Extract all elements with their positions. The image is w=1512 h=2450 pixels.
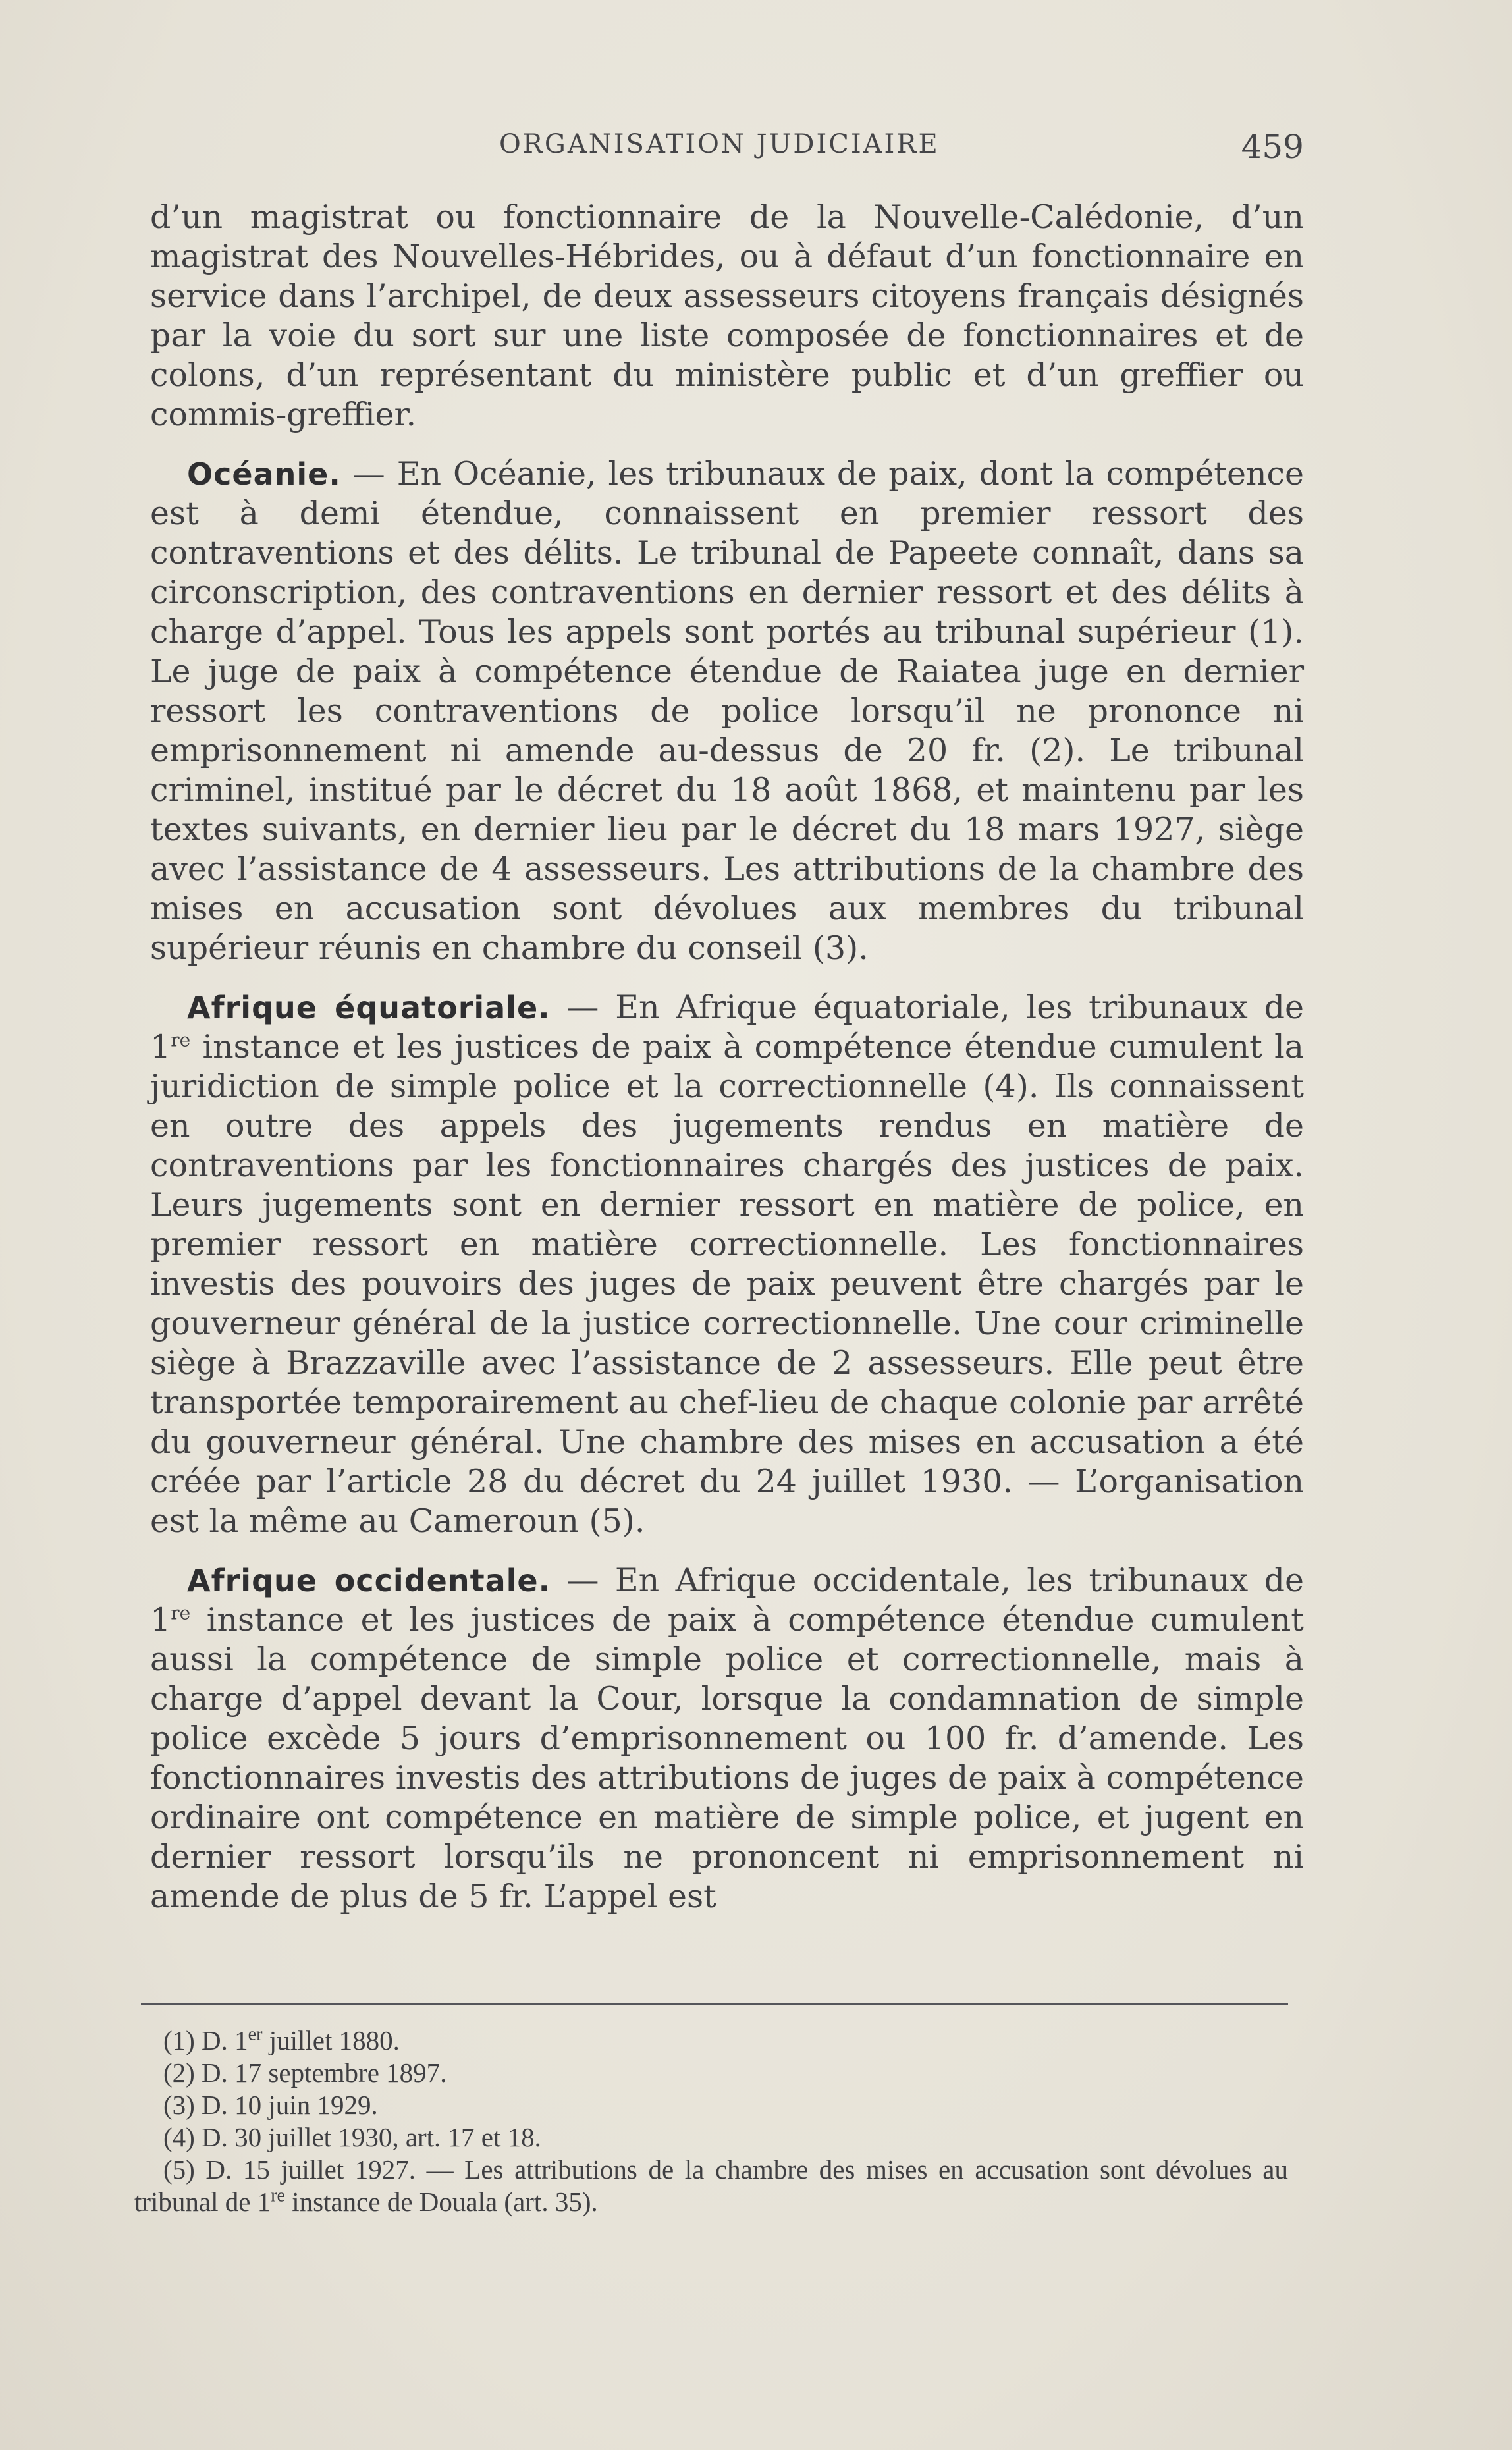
footnotes	[134, 2025, 1288, 2218]
footnote-3: (3) D. 10 juin 1929.	[163, 2090, 378, 2120]
footnote-5-text-b: instance de Douala (art. 35).	[285, 2187, 598, 2217]
paragraph-aef-text-a: — En Afrique équatoriale, les tribunaux de 1	[150, 989, 1304, 1066]
footnote-5	[134, 2154, 1288, 2218]
paragraph-afrique-occidentale	[150, 1561, 1304, 1917]
footnote-1-text-b: juillet 1880.	[262, 2025, 400, 2055]
section-heading-oceanie: Océanie.	[187, 456, 341, 492]
section-heading-afrique-equatoriale: Afrique équatoriale.	[187, 990, 551, 1025]
superscript-re: re	[171, 1602, 191, 1624]
page-number: 459	[1241, 128, 1304, 166]
paragraph-aef-text-b: instance et les justices de paix à compétence étendue cumulent la juridiction de simple police et la correctionnelle (4). Ils connaissent en outre des appels des jugements rendus en matière de contraventions par les fonctionnaires chargés des justices de paix. Leurs jugements sont en dernier ressort en matière de police, en premier ressort en matière correctionnelle. Les fonctionnaires investis des pouvoirs des juges de paix peuvent être chargés par le gouverneur général de la justice correctionnelle. Une cour criminelle siège à Brazzaville avec l’assistance de 2 assesseurs. Elle peut être transportée temporairement au chef-lieu de chaque colonie par arrêté du gouverneur général. Une chambre des mises en accusation a été créée par l’article 28 du décret du 24 juillet 1930. — L’organisation est la même au Cameroun (5).	[150, 1028, 1304, 1540]
section-heading-afrique-occidentale: Afrique occidentale.	[187, 1563, 551, 1598]
paragraph-oceanie	[150, 454, 1304, 968]
paragraph-afrique-equatoriale	[150, 988, 1304, 1541]
superscript-re: re	[171, 1029, 191, 1051]
superscript-er: er	[248, 2024, 263, 2045]
paragraph-oceanie-text: — En Océanie, les tribunaux de paix, dont la compétence est à demi étendue, connaissent en premier ressort des contraventions et des délits. Le tribunal de Papeete connaît, dans sa circonscription, des contraventions en dernier ressort et des délits à charge d’appel. Tous les appels sont portés au tribunal supérieur (1). Le juge de paix à compétence étendue de Raiatea juge en dernier ressort les contraventions de police lorsqu’il ne prononce ni emprisonnement ni amende au-dessus de 20 fr. (2). Le tribunal criminel, institué par le décret du 18 août 1868, et maintenu par les textes suivants, en dernier lieu par le décret du 18 mars 1927, siège avec l’assistance de 4 assesseurs. Les attributions de la chambre des mises en accusation sont dévolues aux membres du tribunal supérieur réunis en chambre du conseil (3).	[150, 455, 1304, 967]
footnote-4: (4) D. 30 juillet 1930, art. 17 et 18.	[163, 2122, 541, 2152]
footnote-1	[134, 2025, 1288, 2057]
footnote-2: (2) D. 17 septembre 1897.	[163, 2057, 447, 2088]
paragraph-aof-text-b: instance et les justices de paix à compétence étendue cumulent aussi la compétence de simple police et correctionnelle, mais à charge d’appel devant la Cour, lorsque la condamnation de simple police excède 5 jours d’emprisonnement ou 100 fr. d’amende. Les fonctionnaires investis des attributions de juges de paix à compétence ordinaire ont compétence en matière de simple police, et jugent en dernier ressort lorsqu’ils ne prononcent ni emprisonnement ni amende de plus de 5 fr. L’appel est	[150, 1601, 1304, 1915]
footnote-5-text-a: (5) D. 15 juillet 1927. — Les attributions de la chambre des mises en accusation sont dévolues au tribunal de 1	[134, 2154, 1288, 2217]
body-text	[150, 198, 1304, 1936]
running-head	[150, 129, 1304, 169]
footnote-rule	[141, 2003, 1288, 2005]
footnote-1-text-a: (1) D. 1	[163, 2025, 248, 2055]
running-head-title: ORGANISATION JUDICIAIRE	[499, 129, 940, 159]
paragraph-aof-text-a: — En Afrique occidentale, les tribunaux de 1	[150, 1562, 1304, 1639]
paragraph-continuation: d’un magistrat ou fonctionnaire de la Nouvelle-Calédonie, d’un magistrat des Nouvelles-Hébrides, ou à défaut d’un fonctionnaire en service dans l’archipel, de deux assesseurs citoyens français désignés par la voie du sort sur une liste composée de fonctionnaires et de colons, d’un représentant du ministère public et d’un greffier ou commis-greffier.	[150, 198, 1304, 433]
superscript-re: re	[271, 2185, 285, 2206]
